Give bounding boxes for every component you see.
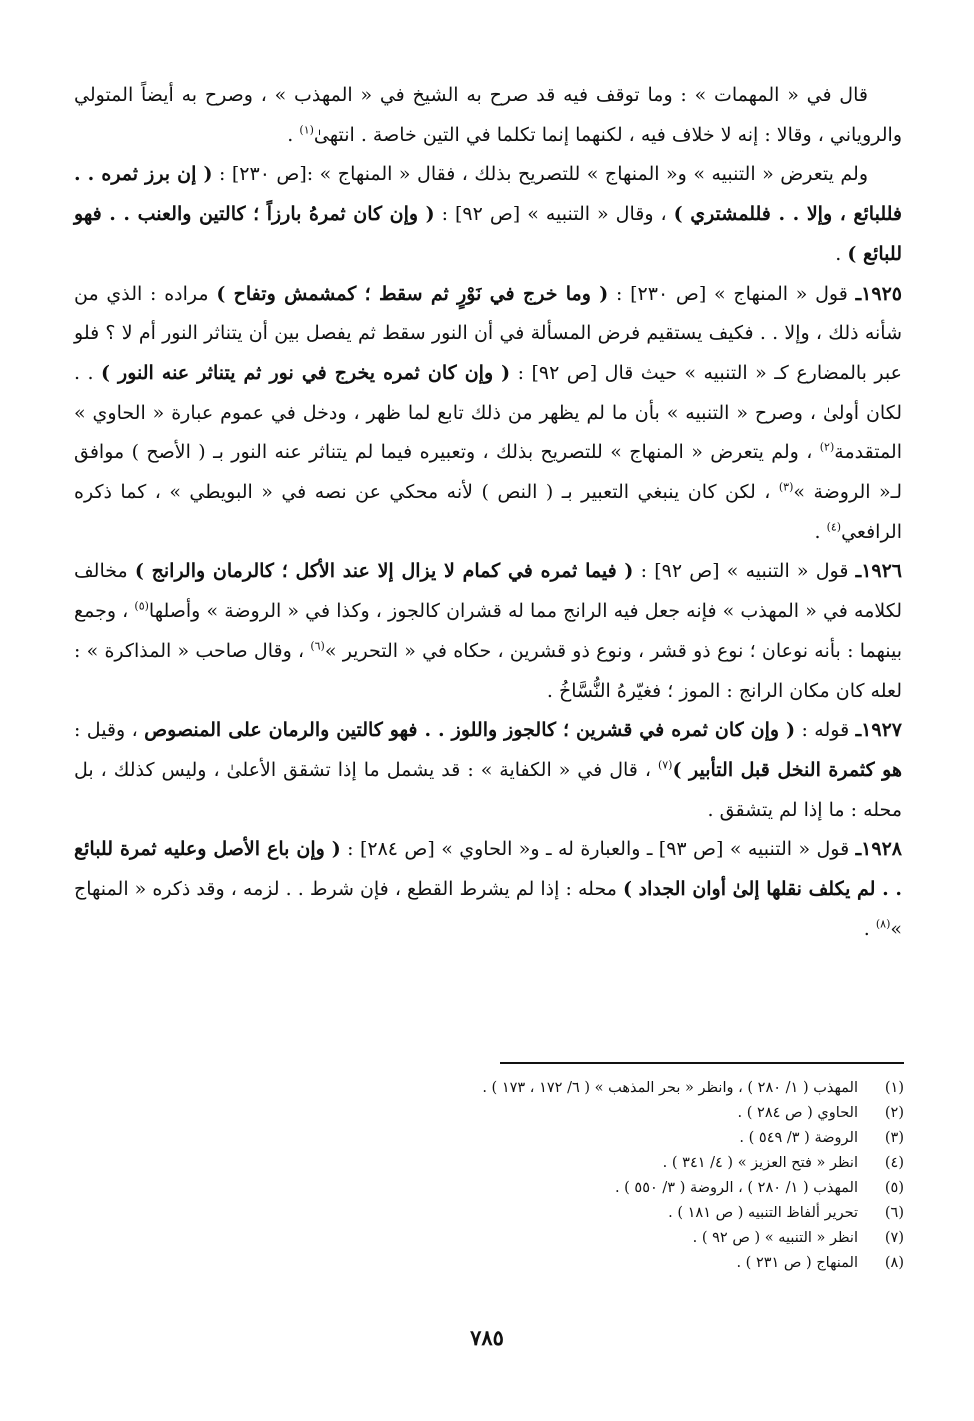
footnote-text: الروضة ( ٣/ ٥٤٩ ) . xyxy=(739,1130,858,1146)
footnote-number: (٢) xyxy=(884,1105,904,1121)
main-text xyxy=(74,76,902,949)
footnote-text: انظر « التنبيه » ( ص ٩٢ ) . xyxy=(692,1230,858,1246)
entry-paragraph xyxy=(74,830,902,949)
text-run: ، ولم يتعرض « المنهاج » للتصريح بذلك ، وتعبيره فيما لم يتناثر عنه النور بـ ( الأصح ) موافق لـ« الروضة » xyxy=(74,441,902,504)
quoted-text: ( وإن كان ثمره في قشرين ؛ كالجوز واللوز . . فهو كالتين والرمان على المنصوص xyxy=(144,719,796,742)
quoted-text: هو كثمرة النخل قبل التأبير ) xyxy=(672,758,902,781)
footnote-marker: (٤) xyxy=(826,520,842,534)
footnote-text: الحاوي ( ص ٢٨٤ ) . xyxy=(737,1105,858,1121)
text-run: مراده : الذي من شأنه ذلك ، وإلا . . فكيف يستقيم فرض المسألة في أن النور سقط ثم يفصل بين أن يتناثر النور أم لا ؟ فلو عبر بالمضارع كـ « التنبيه » حيث قال [ص ٩٢] : xyxy=(74,282,902,384)
text-run: محله : إذا لم يشرط القطع ، فإن شرط . . لزمه ، وقد ذكره « المنهاج » xyxy=(74,878,902,940)
text-run: ولم يتعرض « التنبيه » و« المنهاج » للتصريح بذلك ، فقال « المنهاج » :[ص ٢٣٠] : xyxy=(212,163,868,186)
text-run: . xyxy=(814,520,827,543)
footnote-text: تحرير ألفاظ التنبيه ( ص ١٨١ ) . xyxy=(668,1205,858,1221)
text-run: . xyxy=(863,917,876,940)
entry-paragraph xyxy=(74,552,902,711)
text-run: ، وجمع بينهما : بأنه نوعان ؛ نوع ذو قشر ، ونوع ذو قشرين ، حكاه في « التحرير » xyxy=(74,600,902,662)
footnote-text: انظر « فتح العزيز » ( ٤/ ٣٤١ ) . xyxy=(662,1155,858,1171)
entry-paragraph xyxy=(74,711,902,830)
footnote-number: (٧) xyxy=(884,1230,904,1246)
numbered-entries xyxy=(74,275,902,950)
footnote-separator xyxy=(500,1062,904,1064)
footnote-item xyxy=(200,1176,904,1201)
entry-number: ١٩٢٧ـ xyxy=(855,719,902,742)
quoted-text: ( وإن كان ثمره يخرج في نور ثم يتناثر عنه النور ) xyxy=(101,361,511,384)
footnote-item xyxy=(200,1151,904,1176)
entry-number: ١٩٢٦ـ xyxy=(855,560,903,583)
quoted-text: ( إن برز ثمره . . فللبائع ، وإلا . . فللمشتري ) xyxy=(74,163,902,226)
footnote-item xyxy=(200,1226,904,1251)
footnote-text: المهذب ( ١/ ٢٨٠ ) ، الروضة ( ٣/ ٥٥٠ ) . xyxy=(614,1180,858,1196)
text-run: . xyxy=(287,123,300,146)
footnote-number: (٥) xyxy=(884,1180,904,1196)
quoted-text: ( وإن كان ثمرهُ بارزاً ؛ كالتين والعنب . . فهو للبائع ) xyxy=(74,203,902,265)
footnote-marker: (٨) xyxy=(875,917,891,931)
entry-number: ١٩٢٥ـ xyxy=(855,282,902,305)
footnote-marker: (١) xyxy=(299,123,314,137)
footnote-item xyxy=(200,1251,904,1276)
intro-paragraph-2 xyxy=(74,155,902,274)
text-run: قول « التنبيه » [ص ٩٣] ـ والعبارة له ـ و« الحاوي » [ص ٢٨٤] : xyxy=(340,838,856,861)
footnote-text: المهذب ( ١/ ٢٨٠ ) ، وانظر « بحر المذهب » ( ٦/ ١٧٢ ، ١٧٣ ) . xyxy=(482,1080,858,1096)
footnote-item xyxy=(200,1201,904,1226)
footnote-marker: (٥) xyxy=(134,599,149,613)
text-run: ، قال في « الكفاية » : قد يشمل ما إذا تشقق الأعلىٰ ، وليس كذلك ، بل محله : ما إذا لم يتشقق . xyxy=(74,758,902,821)
footnotes xyxy=(200,1076,904,1276)
footnote-marker: (٦) xyxy=(310,639,325,653)
footnote-number: (٣) xyxy=(884,1130,904,1146)
footnote-marker: (٧) xyxy=(657,758,673,772)
text-run: قول « التنبيه » [ص ٩٢] : xyxy=(633,560,856,583)
footnote-item xyxy=(200,1101,904,1126)
intro-paragraph-1 xyxy=(74,76,902,155)
footnote-item xyxy=(200,1126,904,1151)
text-run: مخالف لكلامه في « المهذب » فإنه جعل فيه الرانج مما له قشران كالجوز ، وكذا في « الروضة » وأصلها xyxy=(74,560,902,623)
entry-paragraph xyxy=(74,275,902,553)
text-run: . . لكان أولىٰ ، وصرح « التنبيه » بأن ما لم يظهر من ذلك تابع لما ظهر ، ودخل في عموم عبارة « الحاوي » المتقدمة xyxy=(74,361,902,464)
footnote-number: (٤) xyxy=(884,1155,904,1171)
footnote-number: (١) xyxy=(884,1080,904,1096)
footnote-marker: (٢) xyxy=(819,441,835,454)
text-run: . xyxy=(835,242,848,265)
text-run: قول « المنهاج » [ص ٢٣٠] : xyxy=(608,282,856,305)
quoted-text: ( وإن باع الأصل وعليه ثمرة للبائع . . لم يكلف نقلها إلىٰ أوان الجداد ) xyxy=(74,838,902,901)
text-run: ، وقال صاحب « المذاكرة » : لعله كان مكان الرانج : الموز ؛ فغيّرهُ النُّسَّاخُ . xyxy=(74,639,902,702)
text-run: ، وقال « التنبيه » [ص ٩٢] : xyxy=(434,203,674,226)
footnote-item xyxy=(200,1076,904,1101)
page-number: ٧٨٥ xyxy=(470,1325,504,1350)
text-run: ، وقيل : xyxy=(74,719,145,742)
text-run: قوله : xyxy=(795,719,856,742)
text-run: ، لكن كان ينبغي التعبير بـ ( النص ) لأنه محكي عن نصه في « البويطي » ، كما ذكره الرافعي xyxy=(74,481,902,543)
footnote-number: (٦) xyxy=(884,1205,904,1221)
footnote-number: (٨) xyxy=(884,1255,904,1271)
footnote-marker: (٣) xyxy=(778,480,794,494)
quoted-text: ( وما خرج في نَوْرٍ ثم سقط ؛ كمشمش وتفاح ) xyxy=(216,282,609,305)
quoted-text: ( فيما ثمره في كمام لا يزال إلا عند الأكل ؛ كالرمان والرانج ) xyxy=(134,560,634,583)
entry-number: ١٩٢٨ـ xyxy=(855,838,902,861)
footnote-text: المنهاج ( ص ٢٣١ ) . xyxy=(736,1255,858,1271)
text-run: قال في « المهمات » : وما توقف فيه قد صرح به الشيخ في « المهذب » ، وصرح به أيضاً المتولي والروياني ، وقالا : إنه لا خلاف فيه ، لكنهما إنما تكلما في التين خاصة . انتهىٰ xyxy=(74,84,902,146)
